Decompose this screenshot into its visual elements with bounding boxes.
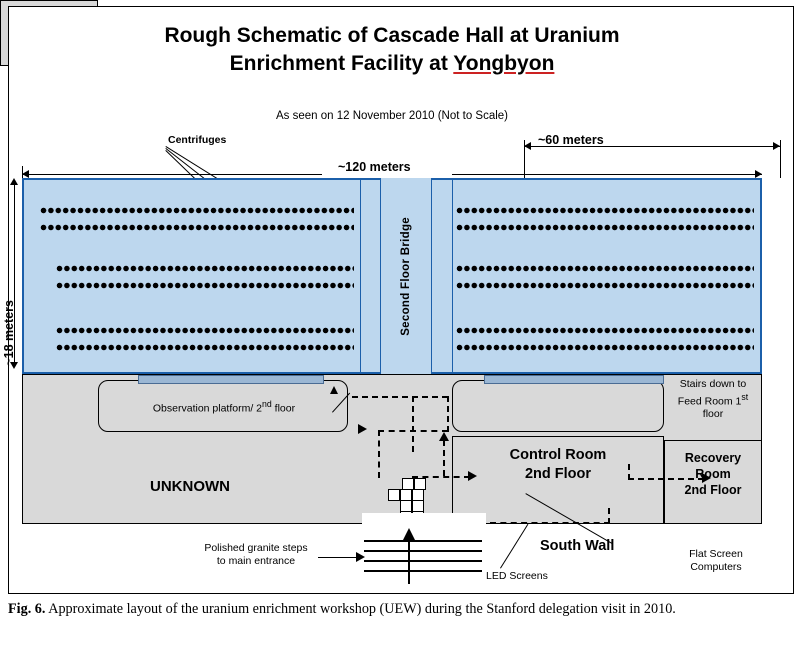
route-dash-7 — [443, 440, 445, 476]
observation-platform-label-text: Observation platform/ 2 — [152, 402, 263, 415]
observation-platform-label-sup: nd — [262, 399, 272, 409]
centrifuge-row — [456, 282, 754, 289]
route-dash-3 — [412, 396, 414, 452]
entrance-direction-stem — [408, 538, 410, 584]
page-title — [0, 22, 784, 78]
stairs-label — [666, 378, 760, 420]
title-line-2 — [0, 50, 784, 78]
route-dash-9 — [628, 464, 630, 480]
centrifuge-row — [456, 224, 754, 231]
granite-note-arrow — [356, 552, 365, 562]
centrifuge-row — [56, 327, 354, 334]
centrifuges-label: Centrifuges — [168, 134, 227, 146]
stairs-label-line3: floor — [702, 407, 724, 420]
stairs-label-line1: Stairs down to — [679, 378, 747, 390]
dim-18-arrow-up — [10, 178, 18, 185]
centrifuge-row — [56, 265, 354, 272]
centrifuge-row — [456, 207, 754, 214]
granite-note-line1: Polished granite steps — [204, 542, 308, 554]
dim-60-arrow-left — [524, 142, 531, 150]
granite-note-leader — [318, 557, 358, 558]
title-line-2-text: Enrichment Facility at — [229, 52, 454, 75]
route-dash-10 — [490, 522, 610, 524]
route-dash-8 — [628, 478, 704, 480]
dim-60-arrow-right — [773, 142, 780, 150]
entrance-direction-arrow — [403, 528, 415, 540]
led-screens-note: LED Screens — [486, 570, 548, 582]
route-dash-5 — [378, 430, 380, 478]
subtitle: As seen on 12 November 2010 (Not to Scale) — [275, 110, 509, 122]
stairs-label-line2: Feed Room 1 — [677, 395, 742, 407]
centrifuge-row — [456, 344, 754, 351]
flat-screen-note-line1: Flat Screen — [689, 548, 743, 560]
second-floor-bridge-label-wrap — [380, 178, 432, 374]
caption-text: Approximate layout of the uranium enrichment workshop (UEW) during the Stanford delegation visit in 2010. — [45, 601, 676, 617]
control-room-label-line1: Control Room — [509, 447, 607, 463]
dim-120-line-right — [452, 174, 762, 175]
hall-divider-left — [360, 180, 361, 372]
recovery-room-label-line2: Room — [695, 467, 731, 481]
route-dash-11 — [608, 508, 610, 524]
dim-120-arrow-left — [22, 170, 29, 178]
granite-steps-note — [186, 542, 326, 567]
control-room-label-line2: 2nd Floor — [524, 466, 592, 482]
flat-screen-note-line2: Computers — [690, 560, 742, 573]
observation-platform-label-tail: floor — [271, 402, 296, 415]
observation-platform-railing — [138, 375, 324, 384]
dim-120-arrow-right — [755, 170, 762, 178]
route-dash-1 — [352, 396, 448, 398]
centrifuge-row — [456, 265, 754, 272]
dim-60-meters-line — [524, 146, 780, 147]
centrifuge-row — [456, 327, 754, 334]
flat-screen-computers-note — [668, 548, 764, 573]
route-dash-2 — [447, 396, 449, 432]
centrifuge-row — [40, 207, 354, 214]
granite-step — [364, 570, 482, 572]
granite-step — [364, 560, 482, 562]
route-arrow-2 — [468, 471, 477, 481]
observation-platform-label — [108, 399, 340, 415]
dim-120-line-left — [22, 174, 322, 175]
granite-note-line2: to main entrance — [216, 554, 296, 567]
hall-divider-right — [452, 180, 453, 372]
route-dash-4 — [378, 430, 448, 432]
centrifuge-row — [40, 224, 354, 231]
dim-60-tick-right — [780, 140, 781, 178]
caption-label: Fig. 6. — [8, 601, 46, 617]
south-wall-label: South Wall — [540, 538, 615, 554]
granite-step — [364, 540, 482, 542]
entrance-cutout — [362, 513, 486, 585]
centrifuge-row — [56, 282, 354, 289]
recovery-room-label-line3: 2nd Floor — [684, 483, 742, 497]
figure-caption — [8, 600, 792, 619]
granite-step — [364, 550, 482, 552]
route-arrow-3 — [439, 432, 449, 441]
dim-60-tick-left — [524, 140, 525, 178]
route-arrow-1 — [358, 424, 367, 434]
title-underlined-word: Yongbyon — [453, 52, 555, 75]
unknown-area-label: UNKNOWN — [150, 478, 230, 495]
title-line-1: Rough Schematic of Cascade Hall at Uranium — [164, 24, 620, 47]
stairs-label-sup: st — [741, 391, 749, 402]
dim-60-meters-label: ~60 meters — [538, 133, 604, 147]
dim-120-meters-label: ~120 meters — [338, 160, 411, 174]
route-arrow-5 — [330, 386, 338, 394]
led-screen-cell — [388, 489, 400, 501]
recovery-room-label — [664, 450, 762, 498]
dim-18-meters-label: ~18 meters — [2, 300, 16, 366]
second-floor-bridge-label: Second Floor Bridge — [400, 216, 412, 336]
east-platform-room — [452, 380, 664, 432]
centrifuge-row — [56, 344, 354, 351]
route-arrow-4 — [702, 473, 711, 483]
recovery-room-label-line1: Recovery — [684, 451, 742, 465]
east-platform-railing — [484, 375, 664, 384]
